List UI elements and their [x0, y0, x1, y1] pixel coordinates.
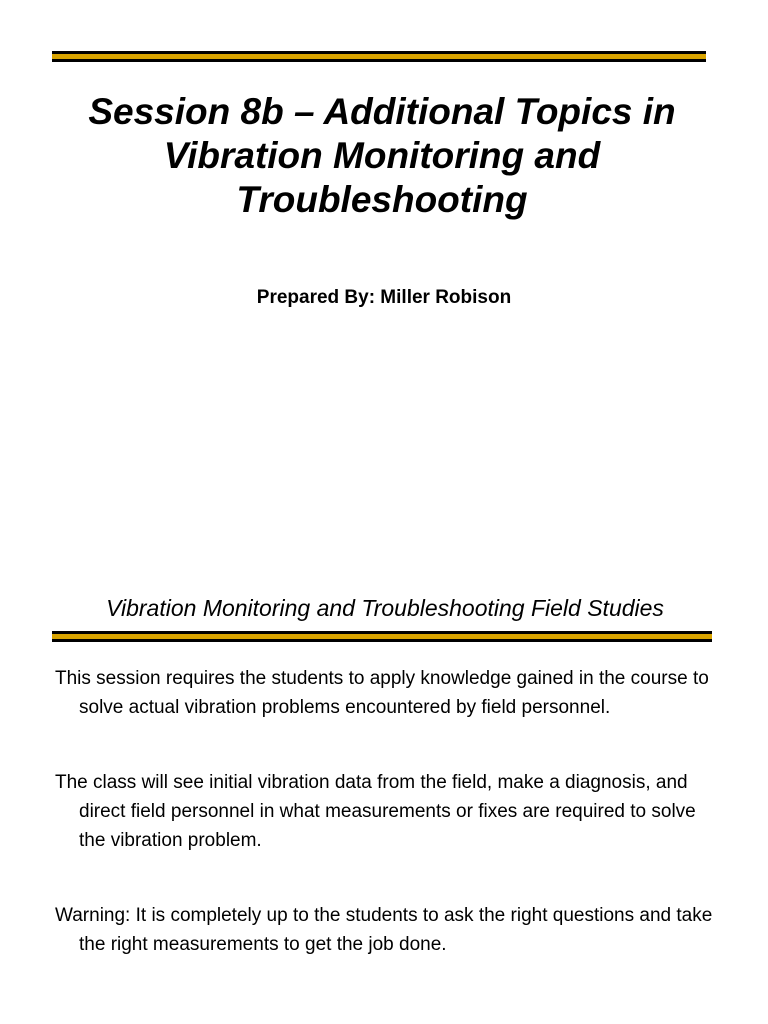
heading-divider	[52, 631, 712, 643]
divider-band	[52, 59, 706, 62]
top-divider	[52, 51, 706, 63]
warning-paragraph: Warning: It is completely up to the students to ask the right questions and take the right measurements to get the job done.	[55, 905, 713, 955]
body-paragraph: The class will see initial vibration data from the field, make a diagnosis, and direct field personnel in what measurements or fixes are required to solve the vibration problem.	[55, 772, 696, 851]
divider-band	[52, 639, 712, 642]
slide-body	[55, 664, 725, 1005]
prepared-by: Prepared By: Miller Robison	[256, 287, 512, 308]
slide-title-text: Session 8b – Additional Topics in Vibration Monitoring and Troubleshooting	[88, 91, 676, 220]
body-paragraph: This session requires the students to apply knowledge gained in the course to solve actual vibration problems encountered by field personnel.	[55, 668, 709, 718]
slide-field-studies	[0, 560, 768, 1024]
slide-heading: Vibration Monitoring and Troubleshooting Field Studies	[106, 595, 664, 621]
